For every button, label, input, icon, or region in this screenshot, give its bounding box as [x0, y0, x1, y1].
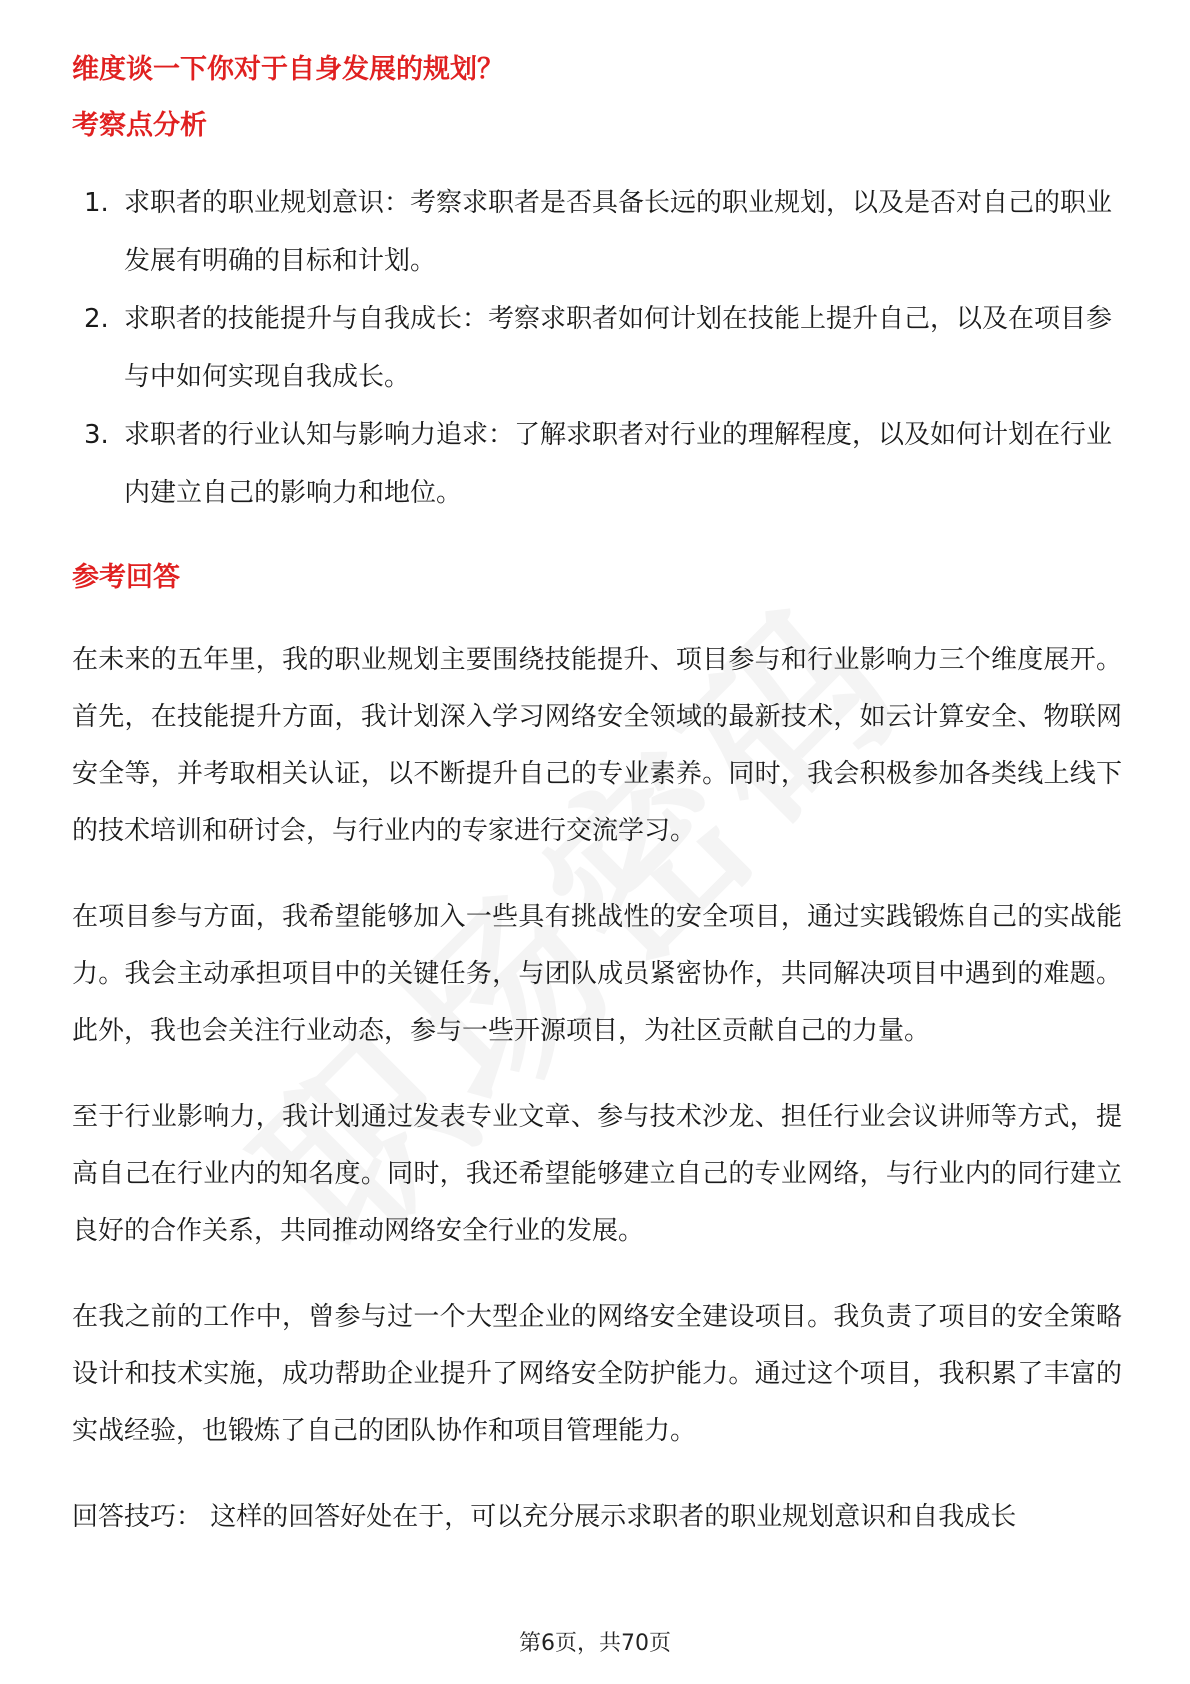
answer-paragraph: 在未来的五年里，我的职业规划主要围绕技能提升、项目参与和行业影响力三个维度展开。首先，在技能提升方面，我计划深入学习网络安全领域的最新技术，如云计算安全、物联网安全等，并考取相关认证，以不断提升自己的专业素养。同时，我会积极参加各类线上线下的技术培训和研讨会，与行业内的专家进行交流学习。: [72, 645, 1122, 846]
analysis-points-list: [72, 174, 1122, 522]
answer-paragraph: 至于行业影响力，我计划通过发表专业文章、参与技术沙龙、担任行业会议讲师等方式，提高自己在行业内的知名度。同时，我还希望能够建立自己的专业网络，与行业内的同行建立良好的合作关系，共同推动网络安全行业的发展。: [72, 1102, 1122, 1246]
answer-paragraph: 在项目参与方面，我希望能够加入一些具有挑战性的安全项目，通过实践锻炼自己的实战能力。我会主动承担项目中的关键任务，与团队成员紧密协作，共同解决项目中遇到的难题。此外，我也会关注行业动态，参与一些开源项目，为社区贡献自己的力量。: [72, 902, 1122, 1046]
list-item-text: 求职者的技能提升与自我成长：考察求职者如何计划在技能上提升自己，以及在项目参与中如何实现自我成长。: [124, 304, 1113, 392]
analysis-heading: 考察点分析: [72, 110, 207, 141]
answer-heading: 参考回答: [72, 562, 180, 593]
list-item-text: 求职者的行业认知与影响力追求：了解求职者对行业的理解程度，以及如何计划在行业内建立自己的影响力和地位。: [124, 420, 1113, 508]
list-item-number: 1.: [84, 188, 109, 218]
question-title: 维度谈一下你对于自身发展的规划？: [72, 54, 504, 85]
list-item-number: 2.: [84, 304, 109, 334]
document-page: [72, 50, 1122, 1546]
list-item-text: 求职者的职业规划意识：考察求职者是否具备长远的职业规划，以及是否对自己的职业发展有明确的目标和计划。: [124, 188, 1113, 276]
list-item: [72, 406, 1122, 522]
answer-tips: 回答技巧： 这样的回答好处在于，可以充分展示求职者的职业规划意识和自我成长: [72, 1502, 1017, 1532]
answer-paragraph: 在我之前的工作中，曾参与过一个大型企业的网络安全建设项目。我负责了项目的安全策略设计和技术实施，成功帮助企业提升了网络安全防护能力。通过这个项目，我积累了丰富的实战经验，也锻炼了自己的团队协作和项目管理能力。: [72, 1302, 1122, 1446]
page-number-footer: 第6页，共70页: [519, 1631, 671, 1656]
list-item: [72, 174, 1122, 290]
list-item-number: 3.: [84, 420, 109, 450]
list-item: [72, 290, 1122, 406]
